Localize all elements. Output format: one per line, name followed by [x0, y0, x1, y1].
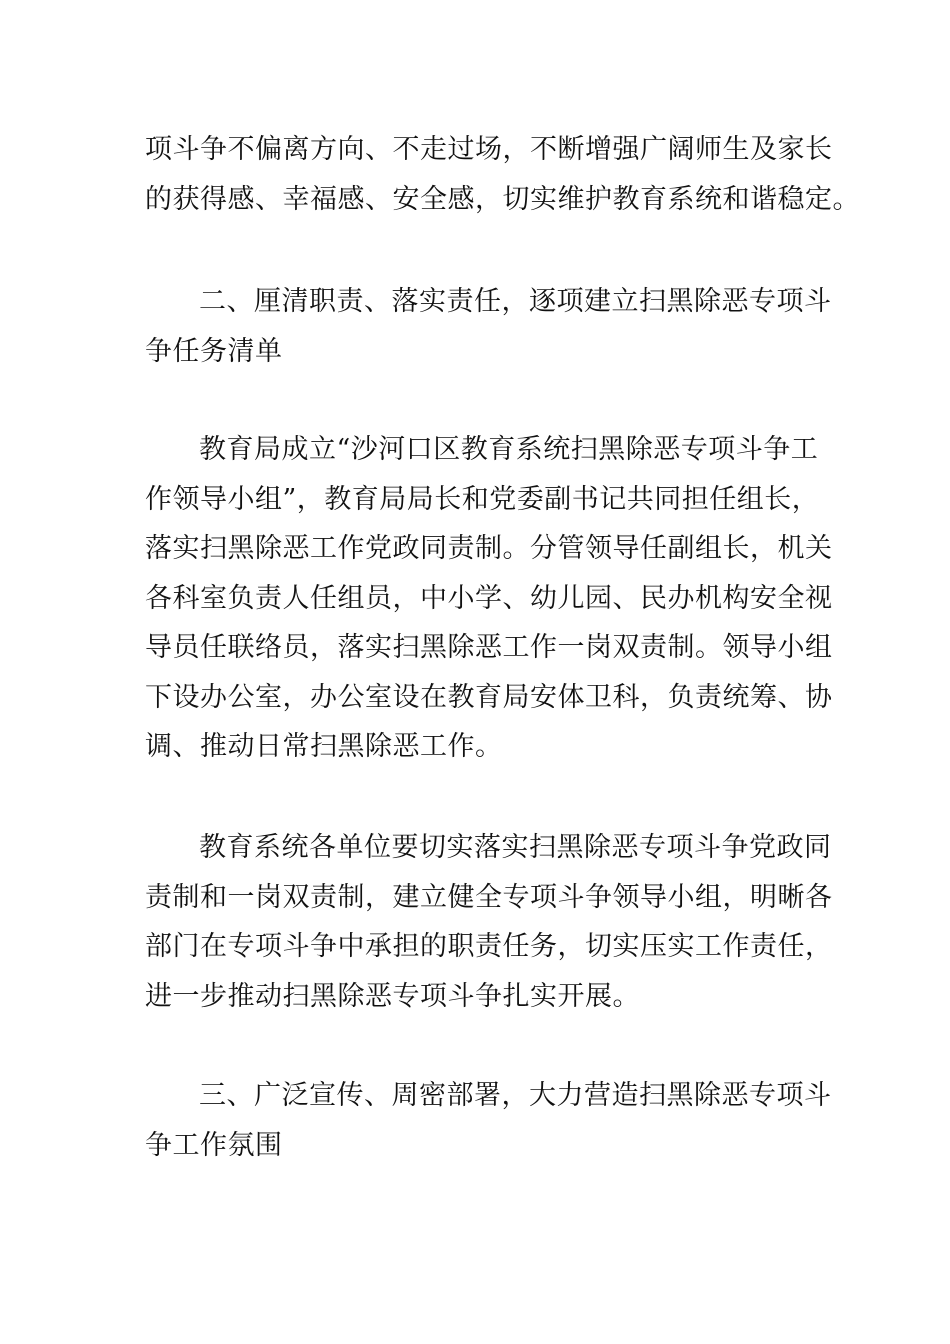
section-heading-3 [145, 1071, 832, 1170]
section-heading-2 [145, 277, 832, 376]
text-line: 责制和一岗双责制，建立健全专项斗争领导小组，明晰各 [145, 881, 833, 913]
text-line: 下设办公室，办公室设在教育局安体卫科，负责统筹、协 [145, 681, 833, 713]
text-line: 争任务清单 [145, 335, 283, 367]
text-line: 部门在专项斗争中承担的职责任务，切实压实工作责任， [145, 931, 833, 962]
text-line: 调、推动日常扫黑除恶工作。 [145, 731, 503, 762]
text-line: 二、厘清职责、落实责任，逐项建立扫黑除恶专项斗 [199, 286, 832, 317]
text-line: 教育局成立“沙河口区教育系统扫黑除恶专项斗争工 [199, 434, 819, 465]
paragraph-leadership-group [145, 425, 833, 772]
text-line: 的获得感、幸福感、安全感，切实维护教育系统和谐稳定。 [145, 183, 860, 215]
text-line: 项斗争不偏离方向、不走过场，不断增强广阔师生及家长 [145, 134, 833, 165]
text-line: 落实扫黑除恶工作党政同责制。分管领导任副组长，机关 [145, 533, 833, 564]
paragraph-continuation [145, 125, 860, 224]
text-line: 进一步推动扫黑除恶专项斗争扎实开展。 [145, 980, 640, 1012]
text-line: 教育系统各单位要切实落实扫黑除恶专项斗争党政同 [199, 832, 832, 863]
text-line: 作领导小组”，教育局局长和党委副书记共同担任组长， [145, 483, 820, 515]
text-line: 争工作氛围 [145, 1129, 283, 1161]
paragraph-responsibility [145, 823, 833, 1021]
text-line: 导员任联络员，落实扫黑除恶工作一岗双责制。领导小组 [145, 632, 833, 663]
text-line: 三、广泛宣传、周密部署，大力营造扫黑除恶专项斗 [199, 1080, 832, 1111]
text-line: 各科室负责人任组员，中小学、幼儿园、民办机构安全视 [145, 582, 833, 614]
